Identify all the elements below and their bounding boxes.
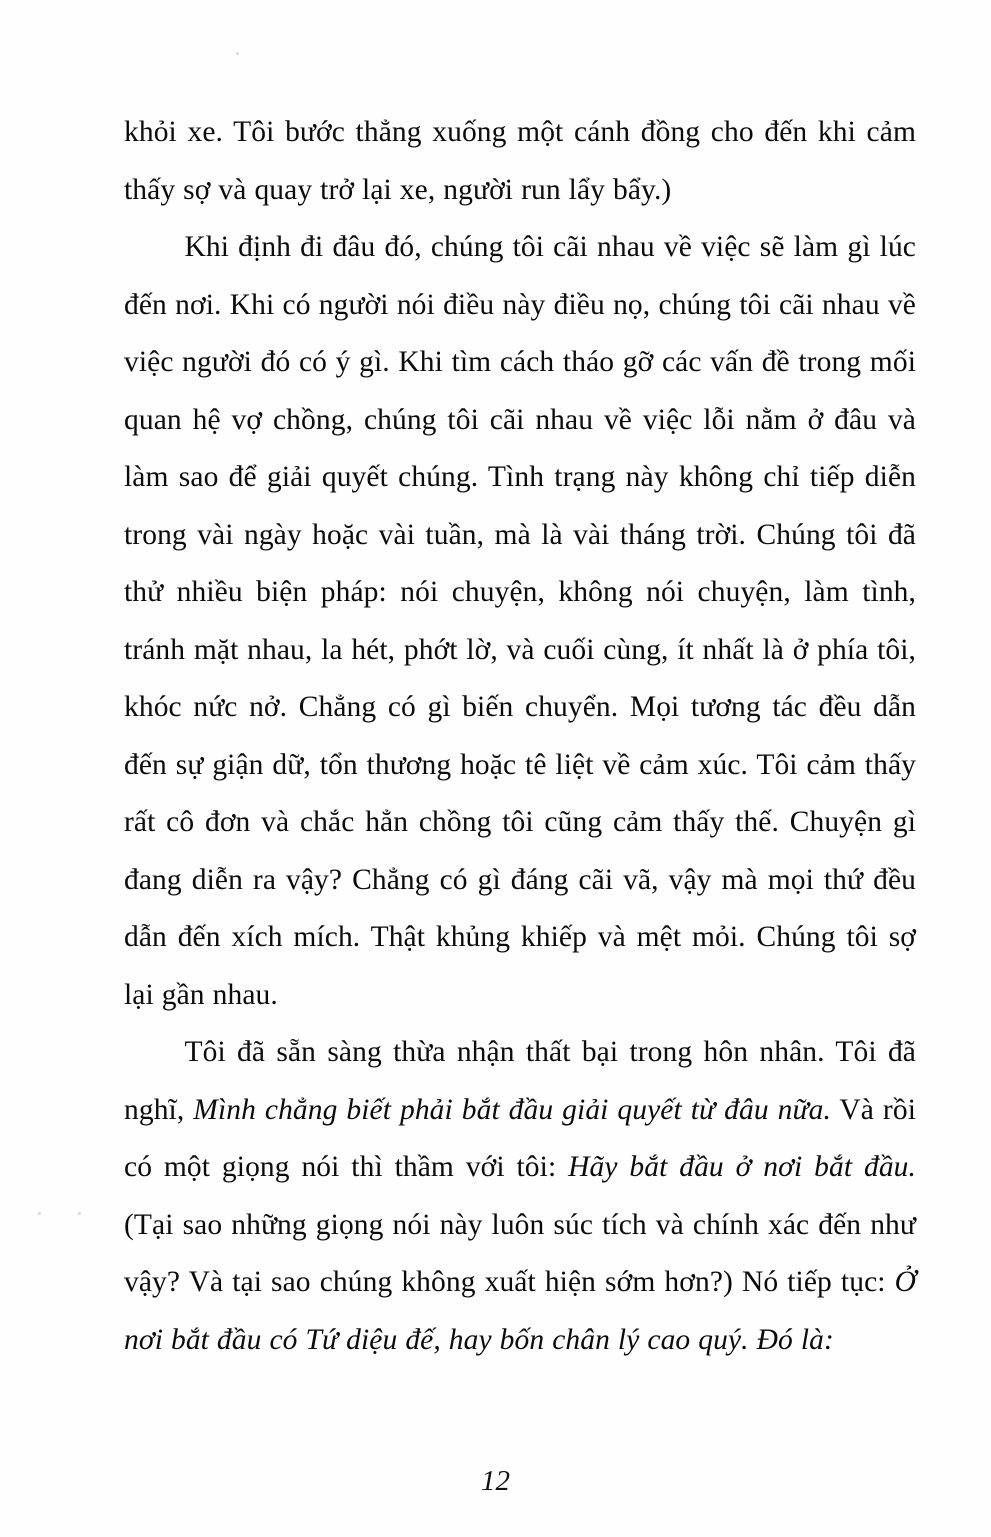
page-number: 12 [481,1465,510,1497]
paragraph-text: Khi định đi đâu đó, chúng tôi cãi nhau về việc sẽ làm gì lúc đến nơi. Khi có người nói điều này điều nọ, chúng tôi cãi nhau về việc người đó có ý gì. Khi tìm cách tháo gỡ các vấn đề trong mối quan hệ vợ chồng, chúng tôi cãi nhau về việc lỗi nằm ở đâu và làm sao để giải quyết chúng. Tình trạng này không chỉ tiếp diễn trong vài ngày hoặc vài tuần, mà là vài tháng trời. Chúng tôi đã thử nhiều biện pháp: nói chuyện, không nói chuyện, làm tình, tránh mặt nhau, la hét, phớt lờ, và cuối cùng, ít nhất là ở phía tôi, khóc nức nở. Chẳng có gì biến chuyển. Mọi tương tác đều dẫn đến sự giận dữ, tổn thương hoặc tê liệt về cảm xúc. Tôi cảm thấy rất cô đơn và chắc hẳn chồng tôi cũng cảm thấy thế. Chuyện gì đang diễn ra vậy? Chẳng có gì đáng cãi vã, vậy mà mọi thứ đều dẫn đến xích mích. Thật khủng khiếp và mệt mỏi. Chúng tôi sợ lại gần nhau. [124,231,916,1011]
paragraph-text: khỏi xe. Tôi bước thẳng xuống một cánh đồng cho đến khi cảm thấy sợ và quay trở lại xe, người run lẩy bẩy.) [124,116,916,206]
scan-speck [38,1212,41,1215]
run-italic-truths: Ở nơi bắt đầu có Tứ diệu đế, hay bốn chân lý cao quý. Đó là: [124,1266,916,1356]
run-italic-inner-thought: Mình chẳng biết phải bắt đầu giải quyết từ đâu nữa. [193,1093,831,1126]
paragraph-arguments [124,219,916,1024]
scan-speck [236,52,239,55]
page-text-body [124,104,916,1369]
paragraph-four-noble-truths [124,1024,916,1369]
paragraph-continuation [124,104,916,219]
run-roman-1: Tôi đã sẵn sàng thừa nhận thất bại trong hôn nhân. Tôi đã nghĩ, [124,1036,916,1126]
run-italic-whisper: Hãy bắt đầu ở nơi bắt đầu. [568,1151,917,1183]
run-roman-2: Và rồi có một giọng nói thì thầm với tôi: [124,1093,917,1183]
scan-speck [78,1212,81,1215]
run-roman-3: (Tại sao những giọng nói này luôn súc tích và chính xác đến như vậy? Và tại sao chúng không xuất hiện sớm hơn?) Nó tiếp tục: [124,1208,916,1298]
